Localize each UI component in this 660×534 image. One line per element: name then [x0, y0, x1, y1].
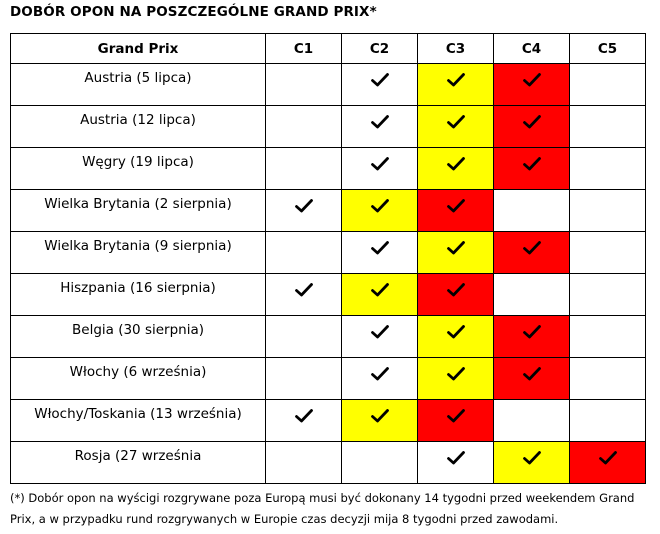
compound-cell-c1 — [266, 400, 342, 442]
table-row — [11, 232, 646, 274]
checkmark-icon — [371, 157, 389, 171]
checkmark-icon — [523, 241, 541, 255]
checkmark-icon — [523, 73, 541, 87]
compound-cell-c5 — [570, 232, 646, 274]
grand-prix-name: Rosja (27 września — [11, 442, 266, 484]
checkmark-icon — [447, 367, 465, 381]
checkmark-icon — [447, 283, 465, 297]
compound-cell-c2 — [342, 190, 418, 232]
compound-cell-c1 — [266, 442, 342, 484]
checkmark-icon — [371, 115, 389, 129]
grand-prix-name: Hiszpania (16 sierpnia) — [11, 274, 266, 316]
checkmark-icon — [599, 451, 617, 465]
compound-cell-c3 — [418, 358, 494, 400]
checkmark-icon — [447, 73, 465, 87]
compound-cell-c5 — [570, 274, 646, 316]
checkmark-icon — [371, 367, 389, 381]
table-row — [11, 106, 646, 148]
checkmark-icon — [447, 451, 465, 465]
checkmark-icon — [447, 157, 465, 171]
compound-cell-c5 — [570, 442, 646, 484]
grand-prix-name: Wielka Brytania (9 sierpnia) — [11, 232, 266, 274]
compound-cell-c4 — [494, 232, 570, 274]
compound-cell-c1 — [266, 274, 342, 316]
checkmark-icon — [371, 241, 389, 255]
checkmark-icon — [295, 283, 313, 297]
compound-cell-c2 — [342, 316, 418, 358]
compound-cell-c4 — [494, 106, 570, 148]
checkmark-icon — [447, 241, 465, 255]
header-c3: C3 — [418, 34, 494, 64]
compound-cell-c5 — [570, 64, 646, 106]
header-c2: C2 — [342, 34, 418, 64]
checkmark-icon — [523, 367, 541, 381]
checkmark-icon — [447, 199, 465, 213]
compound-cell-c4 — [494, 316, 570, 358]
compound-cell-c2 — [342, 358, 418, 400]
header-c1: C1 — [266, 34, 342, 64]
checkmark-icon — [447, 325, 465, 339]
compound-cell-c1 — [266, 148, 342, 190]
compound-cell-c4 — [494, 148, 570, 190]
grand-prix-name: Austria (12 lipca) — [11, 106, 266, 148]
compound-cell-c5 — [570, 106, 646, 148]
compound-cell-c5 — [570, 400, 646, 442]
footnote: (*) Dobór opon na wyścigi rozgrywane poza Europą musi być dokonany 14 tygodni przed weekendem Grand Prix, a w przypadku rund rozgrywanych w Europie czas decyzji mija 8 tygodni przed zawodami. — [10, 491, 635, 526]
compound-cell-c4 — [494, 274, 570, 316]
table-row — [11, 400, 646, 442]
compound-cell-c1 — [266, 316, 342, 358]
compound-cell-c5 — [570, 190, 646, 232]
compound-cell-c4 — [494, 64, 570, 106]
table-row — [11, 316, 646, 358]
table-row — [11, 358, 646, 400]
grand-prix-name: Włochy/Toskania (13 września) — [11, 400, 266, 442]
compound-cell-c5 — [570, 316, 646, 358]
checkmark-icon — [371, 283, 389, 297]
compound-cell-c3 — [418, 442, 494, 484]
grand-prix-name: Węgry (19 lipca) — [11, 148, 266, 190]
compound-cell-c3 — [418, 148, 494, 190]
page-title: DOBÓR OPON NA POSZCZEGÓLNE GRAND PRIX* — [10, 4, 377, 20]
checkmark-icon — [295, 409, 313, 423]
compound-cell-c3 — [418, 190, 494, 232]
table-row — [11, 64, 646, 106]
compound-cell-c2 — [342, 106, 418, 148]
grand-prix-name: Włochy (6 września) — [11, 358, 266, 400]
checkmark-icon — [295, 199, 313, 213]
compound-cell-c3 — [418, 400, 494, 442]
compound-cell-c3 — [418, 232, 494, 274]
compound-cell-c2 — [342, 232, 418, 274]
compound-cell-c5 — [570, 358, 646, 400]
table-row — [11, 148, 646, 190]
grand-prix-name: Belgia (30 sierpnia) — [11, 316, 266, 358]
checkmark-icon — [523, 325, 541, 339]
grand-prix-name: Wielka Brytania (2 sierpnia) — [11, 190, 266, 232]
compound-cell-c1 — [266, 64, 342, 106]
compound-cell-c2 — [342, 442, 418, 484]
compound-cell-c3 — [418, 274, 494, 316]
compound-cell-c4 — [494, 190, 570, 232]
header-grand-prix: Grand Prix — [11, 34, 266, 64]
header-c4: C4 — [494, 34, 570, 64]
checkmark-icon — [447, 115, 465, 129]
compound-cell-c3 — [418, 64, 494, 106]
compound-cell-c4 — [494, 358, 570, 400]
checkmark-icon — [447, 409, 465, 423]
checkmark-icon — [523, 451, 541, 465]
table-row — [11, 190, 646, 232]
checkmark-icon — [523, 115, 541, 129]
table-row — [11, 274, 646, 316]
header-c5: C5 — [570, 34, 646, 64]
table-header-row — [11, 34, 646, 64]
compound-cell-c1 — [266, 106, 342, 148]
checkmark-icon — [523, 157, 541, 171]
checkmark-icon — [371, 73, 389, 87]
compound-cell-c2 — [342, 274, 418, 316]
checkmark-icon — [371, 199, 389, 213]
compound-cell-c1 — [266, 190, 342, 232]
compound-cell-c4 — [494, 400, 570, 442]
compound-cell-c5 — [570, 148, 646, 190]
tyre-allocation-table — [10, 33, 646, 484]
table-row — [11, 442, 646, 484]
compound-cell-c3 — [418, 106, 494, 148]
grand-prix-name: Austria (5 lipca) — [11, 64, 266, 106]
compound-cell-c2 — [342, 148, 418, 190]
compound-cell-c1 — [266, 232, 342, 274]
checkmark-icon — [371, 325, 389, 339]
checkmark-icon — [371, 409, 389, 423]
compound-cell-c3 — [418, 316, 494, 358]
compound-cell-c2 — [342, 64, 418, 106]
compound-cell-c1 — [266, 358, 342, 400]
compound-cell-c2 — [342, 400, 418, 442]
compound-cell-c4 — [494, 442, 570, 484]
